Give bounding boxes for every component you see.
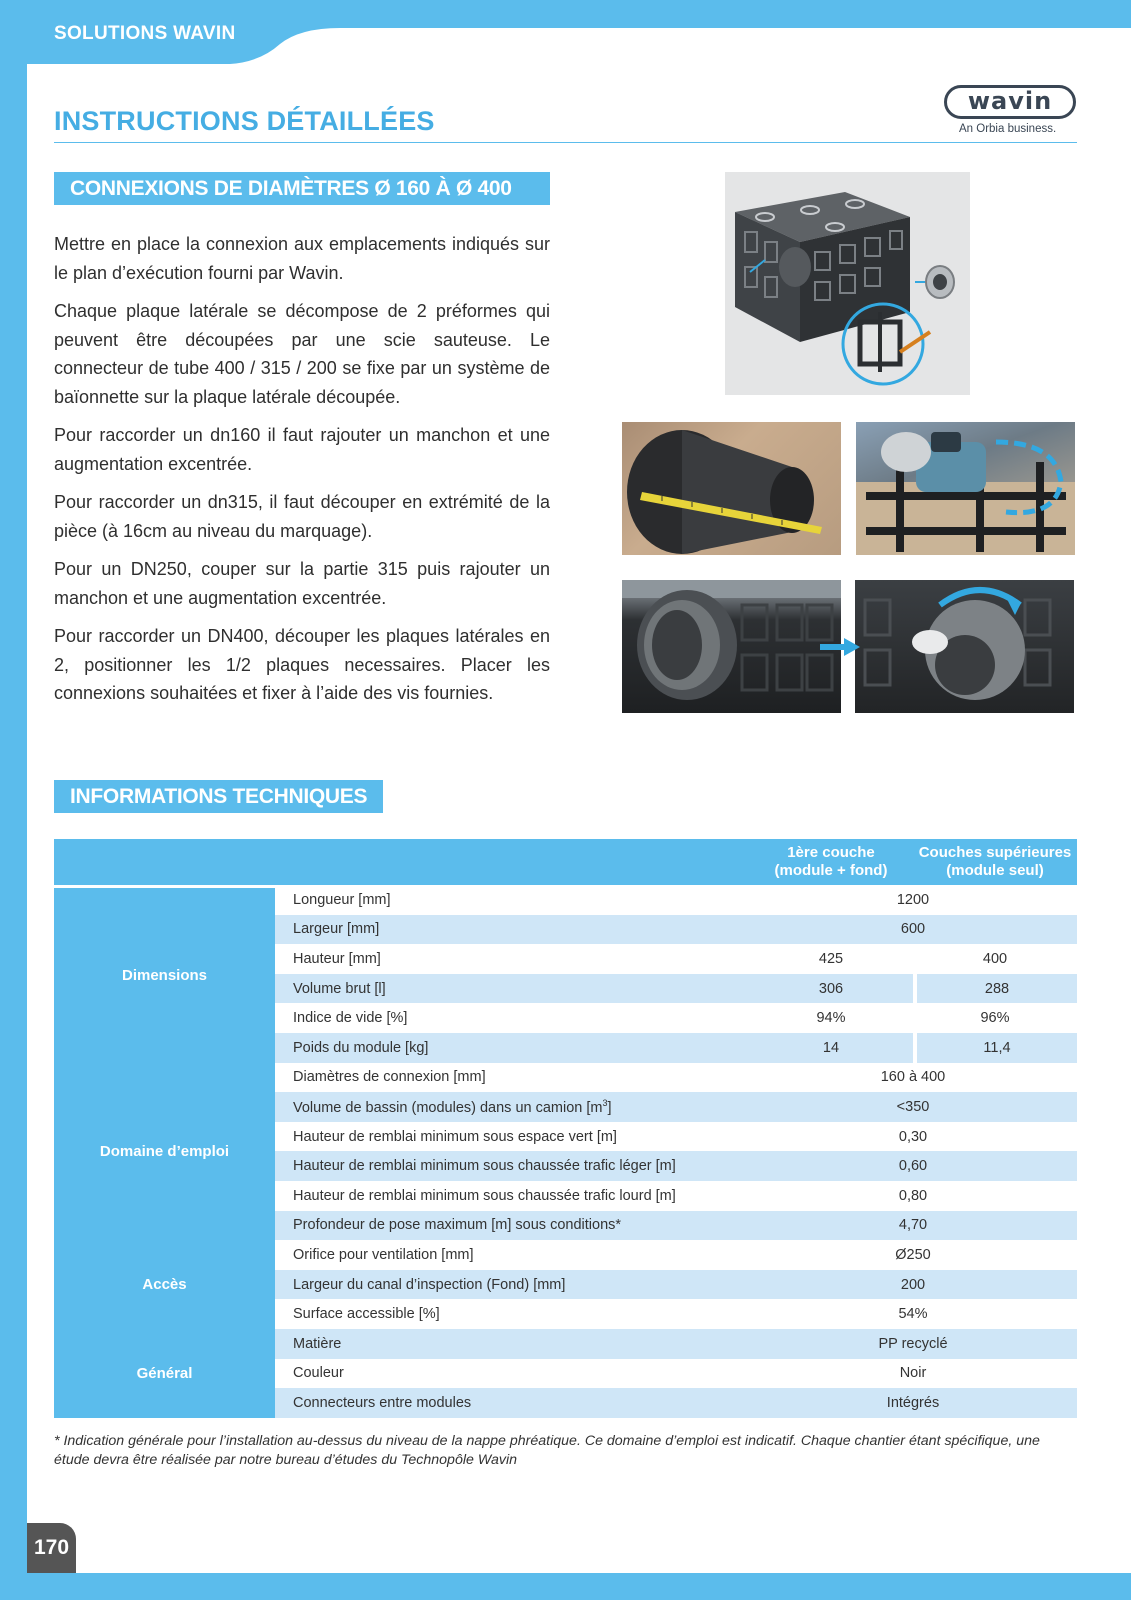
row-value: 200	[749, 1270, 1077, 1300]
row-label: Hauteur [mm]	[293, 950, 381, 967]
row-value-first-layer: 14	[749, 1033, 913, 1063]
bayonet-rotation-photo	[855, 580, 1074, 713]
row-label: Profondeur de pose maximum [m] sous conditions*	[275, 1211, 749, 1241]
row-value-upper-layers: 288	[913, 974, 1077, 1004]
row-value-first-layer: 306	[749, 974, 913, 1004]
row-value: 600	[749, 915, 1077, 945]
header-line: (module + fond)	[774, 862, 888, 879]
row-value: PP recyclé	[749, 1329, 1077, 1359]
cutting-plate-photo	[856, 422, 1075, 555]
footnote: * Indication générale pour l’installation au-dessus du niveau de la nappe phréatique. Ce domaine d’emploi est indicatif. Chaque chantier étant spécifique, une étude devra être réalisée par notre bureau d’études du Technopôle Wavin	[54, 1433, 1040, 1468]
row-value: Intégrés	[749, 1388, 1077, 1418]
row-value-upper-layers: 96%	[980, 1010, 1010, 1027]
paragraph: Pour un DN250, couper sur la partie 315 puis rajouter un manchon et une augmentation excentrée.	[54, 559, 550, 608]
row-value: 1200	[896, 891, 930, 908]
header-line: 1ère couche	[787, 844, 875, 861]
row-label: Couleur	[293, 1365, 344, 1382]
table-header-row	[54, 839, 1077, 885]
group-acces: Accès	[54, 1240, 275, 1329]
connector-fitted-photo	[622, 580, 841, 713]
technical-specs-table	[54, 839, 1077, 1418]
header-line: (module seul)	[946, 862, 1044, 879]
column-header-upper-layers	[913, 839, 1077, 885]
row-label: Longueur [mm]	[293, 891, 391, 908]
header-label: SOLUTIONS WAVIN	[54, 23, 236, 44]
paragraph: Mettre en place la connexion aux emplacements indiqués sur le plan d’exécution fourni par Wavin.	[54, 234, 550, 283]
title-divider	[54, 142, 1077, 143]
row-value: 0,80	[898, 1187, 928, 1204]
section-heading-connexions: CONNEXIONS DE DIAMÈTRES Ø 160 À Ø 400	[54, 172, 550, 205]
row-label-end: ]	[607, 1099, 612, 1116]
section-heading-informations: INFORMATIONS TECHNIQUES	[54, 780, 383, 813]
group-general: Général	[54, 1329, 275, 1418]
row-value-upper-layers: 11,4	[913, 1033, 1077, 1063]
wavin-logo	[944, 85, 1078, 139]
row-label: Largeur du canal d’inspection (Fond) [mm]	[275, 1270, 749, 1300]
row-value: 160 à 400	[880, 1069, 946, 1086]
superscript: 3	[602, 1098, 608, 1109]
row-label: Diamètres de connexion [mm]	[293, 1069, 486, 1086]
row-value: 0,60	[749, 1151, 1077, 1181]
row-label: Poids du module [kg]	[275, 1033, 749, 1063]
row-label: Largeur [mm]	[275, 915, 749, 945]
row-value: 0,30	[898, 1128, 928, 1145]
measuring-connector-photo	[622, 422, 841, 555]
row-value: Ø250	[895, 1246, 931, 1263]
group-dimensions: Dimensions	[54, 885, 275, 1063]
header-empty-cell	[54, 839, 749, 885]
table-row	[54, 1240, 1077, 1270]
left-frame-bar	[0, 0, 27, 1600]
connection-arrow	[820, 638, 860, 656]
paragraph: Chaque plaque latérale se décompose de 2 préformes qui peuvent être découpées par une scie sauteuse. Le connecteur de tube 400 / 315 / 200 se fixe par un système de baïonnette sur la plaque latérale découpée.	[54, 301, 550, 407]
instructions-text	[54, 230, 550, 718]
row-label: Surface accessible [%]	[293, 1306, 440, 1323]
bottom-frame-bar	[0, 1573, 1131, 1600]
row-label: Matière	[275, 1329, 749, 1359]
column-header-first-layer	[749, 839, 913, 885]
table-row	[54, 1329, 1077, 1359]
row-label: Hauteur de remblai minimum sous chaussée trafic léger [m]	[275, 1151, 749, 1181]
row-label: Indice de vide [%]	[293, 1010, 408, 1027]
group-domaine-emploi: Domaine d’emploi	[54, 1063, 275, 1241]
paragraph: Pour raccorder un dn315, il faut découper en extrémité de la pièce (à 16cm au niveau du marquage).	[54, 492, 550, 541]
page-number: 170	[27, 1523, 76, 1573]
row-label	[275, 1092, 749, 1122]
row-value-upper-layers: 400	[982, 950, 1008, 967]
table-row	[54, 1063, 1077, 1093]
row-label: Connecteurs entre modules	[275, 1388, 749, 1418]
row-value: <350	[749, 1092, 1077, 1122]
row-label: Volume brut [l]	[275, 974, 749, 1004]
header-line: Couches supérieures	[918, 844, 1072, 861]
row-value-first-layer: 94%	[816, 1010, 846, 1027]
row-value-first-layer: 425	[818, 950, 844, 967]
row-value: Noir	[899, 1365, 927, 1382]
row-label-text: Volume de bassin (modules) dans un camion [m	[293, 1099, 603, 1116]
row-value: 4,70	[749, 1211, 1077, 1241]
logo-pill	[944, 85, 1076, 119]
row-label: Hauteur de remblai minimum sous espace vert [m]	[293, 1128, 617, 1145]
logo-tagline: An Orbia business.	[959, 123, 1057, 135]
row-label: Orifice pour ventilation [mm]	[293, 1246, 474, 1263]
row-value: 54%	[898, 1306, 928, 1323]
table-row	[54, 885, 1077, 915]
crate-module-illustration	[725, 172, 970, 395]
logo-wordmark: wavin	[967, 86, 1053, 115]
paragraph: Pour raccorder un DN400, découper les plaques latérales en 2, positionner les 1/2 plaques necessaires. Placer les connexions souhaitées et fixer à l’aide des vis fournies.	[54, 626, 550, 703]
page-title: INSTRUCTIONS DÉTAILLÉES	[54, 106, 435, 136]
paragraph: Pour raccorder un dn160 il faut rajouter un manchon et une augmentation excentrée.	[54, 425, 550, 474]
row-label: Hauteur de remblai minimum sous chaussée trafic lourd [m]	[293, 1187, 676, 1204]
